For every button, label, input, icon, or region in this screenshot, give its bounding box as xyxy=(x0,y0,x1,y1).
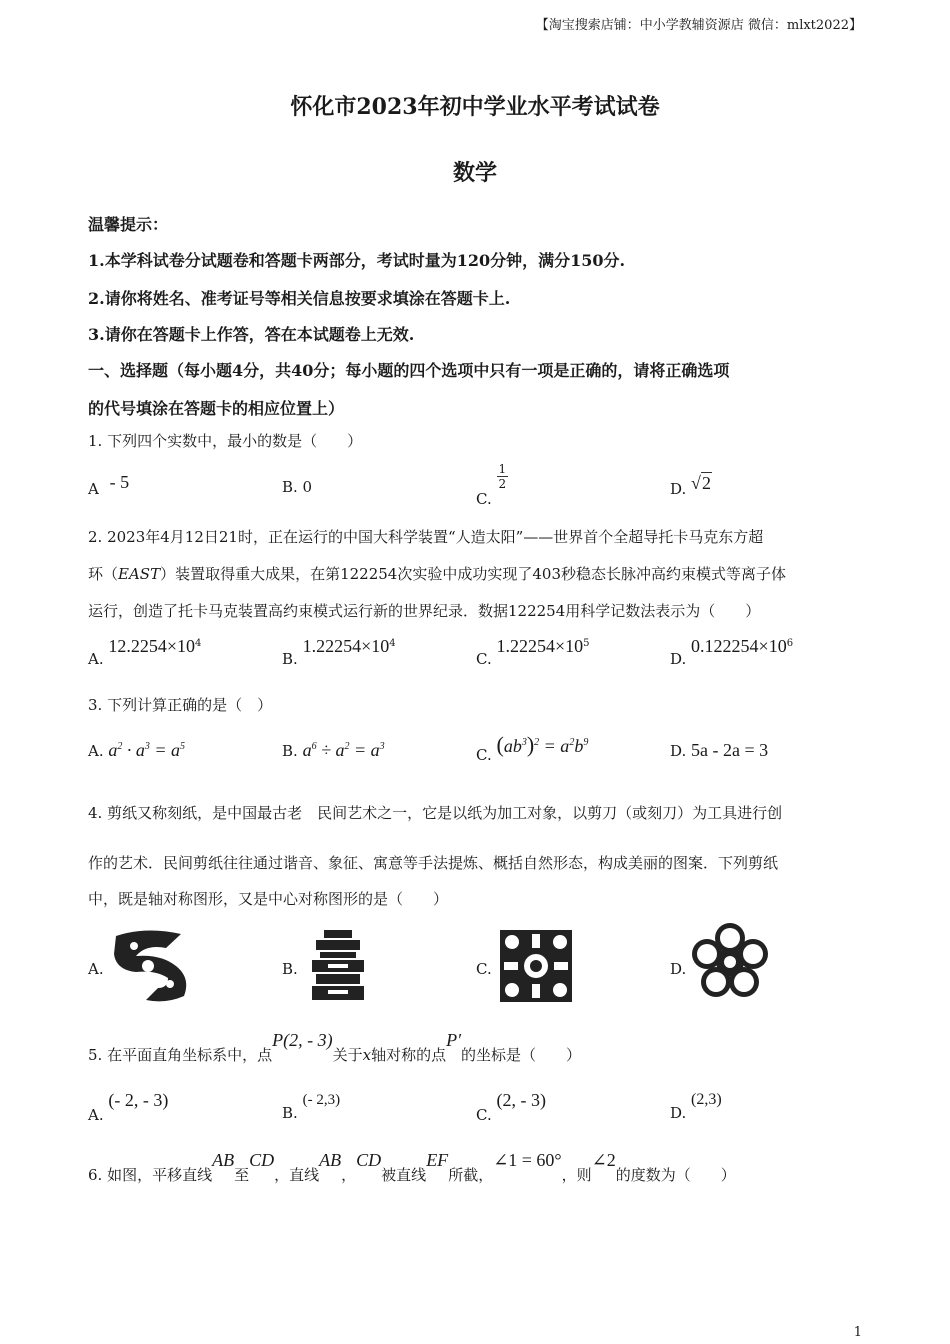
q2-d-label: D. xyxy=(670,650,687,668)
q6-s7: ，则 xyxy=(561,1166,592,1184)
q3-stem: 3. 下列计算正确的是（ ） xyxy=(88,696,273,714)
q2-c-exp: 5 xyxy=(583,638,590,649)
q3-option-d xyxy=(670,740,768,761)
tip-item-1: 1.本学科试卷分试题卷和答题卡两部分，考试时量为120分钟，满分150分. xyxy=(88,251,626,270)
papercut-five-petal-flower-image xyxy=(690,922,770,1002)
q2-d-exp: 6 xyxy=(786,638,794,649)
q6-s2: 至 xyxy=(234,1166,250,1184)
q5-d-label: D. xyxy=(670,1104,687,1122)
q5-d-value: (2,3) xyxy=(691,1091,722,1108)
q2-line1: 2. 2023年4月12日21时，正在运行的中国大科学装置“人造太阳”——世界首个全超导托卡马克东方超 xyxy=(88,528,764,546)
q5-b-label: B. xyxy=(282,1104,298,1122)
q3-d-label: D. xyxy=(670,742,687,760)
tip-item-3: 3.请你在答题卡上作答，答在本试题卷上无效. xyxy=(88,325,415,344)
q4-line1: 4. 剪纸又称刻纸，是中国最古老 民间艺术之一，它是以纸为加工对象，以剪刀（或刻刀）为工具进行创 xyxy=(88,804,783,822)
q2-line2-c: ）装置取得重大成果，在第122254次实验中成功实现了403秒稳态长脉冲高约束模式等离子体 xyxy=(160,565,786,583)
q5-axis: x xyxy=(362,1046,372,1064)
q4-option-a-label: A. xyxy=(88,960,104,978)
q4-line3: 中，既是轴对称图形，又是中心对称图形的是（ ） xyxy=(88,890,449,908)
q3-b-expr: $a^6 \div a^2 = a^3$ xyxy=(302,740,385,760)
header-note: 【淘宝搜索店铺：中小学教辅资源店 微信：mlxt2022】 xyxy=(535,18,862,33)
q6-angle1: ∠1 = 60° xyxy=(493,1150,562,1170)
tip-item-2: 2.请你将姓名、准考证号等相关信息按要求填涂在答题卡上. xyxy=(88,289,511,308)
q3-d-expr: 5a - 2a = 3 xyxy=(691,740,769,760)
papercut-vase-image xyxy=(298,926,378,1006)
q1-c-denominator: 2 xyxy=(498,477,507,491)
q3-a-expr: $a^2 \cdot a^3 = a^5$ xyxy=(108,740,186,760)
q5-c-value: (2, - 3) xyxy=(496,1090,546,1110)
q2-a-base: 12.2254×10 xyxy=(108,636,196,656)
exam-subject: 数学 xyxy=(452,160,497,186)
q2-option-c xyxy=(476,636,590,668)
q6-cd2: CD xyxy=(356,1150,382,1170)
section-heading-line1: 一、选择题（每小题4分，共40分；每小题的四个选项中只有一项是正确的，请将正确选项 xyxy=(88,361,730,380)
q2-a-label: A. xyxy=(88,650,104,668)
q1-option-b: B. 0 xyxy=(282,478,313,496)
q4-option-b-label: B. xyxy=(282,960,298,978)
q2-line2-a: 环（ xyxy=(88,565,119,583)
q5-stem-c: 轴对称的点 xyxy=(371,1046,447,1064)
q5-stem-a: 5. 在平面直角坐标系中，点 xyxy=(88,1046,273,1064)
q2-a-exp: 4 xyxy=(195,638,202,649)
q5-b-value: (- 2,3) xyxy=(302,1092,341,1108)
q2-option-d xyxy=(670,636,794,668)
q6-angle2: ∠2 xyxy=(591,1150,616,1170)
q5-stem-d: 的坐标是（ ） xyxy=(461,1046,582,1064)
q5-a-label: A. xyxy=(88,1106,104,1124)
exam-title: 怀化市2023年初中学业水平考试试卷 xyxy=(290,94,660,120)
q3-a-label: A. xyxy=(88,742,104,760)
q6-s5: 被直线 xyxy=(381,1166,427,1184)
q1-option-c xyxy=(476,462,508,508)
q6-cd: CD xyxy=(249,1150,275,1170)
q2-d-base: 0.122254×10 xyxy=(691,636,787,656)
q1-a-label: A xyxy=(88,480,99,498)
q5-option-b xyxy=(282,1090,341,1122)
q1-option-a xyxy=(88,472,130,499)
q6-ef: EF xyxy=(426,1150,449,1170)
q1-d-value: 2 xyxy=(701,473,711,493)
q6-s6: 所截， xyxy=(448,1166,494,1184)
q2-b-label: B. xyxy=(282,650,298,668)
q2-c-label: C. xyxy=(476,650,492,668)
tips-heading: 温馨提示： xyxy=(88,215,169,234)
q1-stem: 1. 下列四个实数中，最小的数是（ ） xyxy=(88,432,363,450)
q2-option-b xyxy=(282,636,396,668)
q2-option-a xyxy=(88,636,202,668)
q4-option-c-label: C. xyxy=(476,960,492,978)
q1-c-label: C. xyxy=(476,490,492,508)
page-number: 1 xyxy=(853,1325,862,1340)
papercut-square-flower-image xyxy=(494,924,578,1008)
q3-option-b xyxy=(282,740,385,761)
q4-line2: 作的艺术．民间剪纸往往通过谐音、象征、寓意等手法提炼、概括自然形态，构成美丽的图案．下列剪纸 xyxy=(88,854,779,872)
q2-b-base: 1.22254×10 xyxy=(302,636,390,656)
q6-s4: ， xyxy=(341,1166,357,1184)
q2-line2 xyxy=(88,563,786,584)
q4-option-d-label: D. xyxy=(670,960,687,978)
q1-c-fraction xyxy=(497,462,509,491)
q5-option-c xyxy=(476,1090,546,1124)
q5-c-label: C. xyxy=(476,1106,492,1124)
q5-point: P(2, - 3) xyxy=(272,1030,333,1050)
q5-option-a xyxy=(88,1090,169,1124)
q5-stem-b: 关于 xyxy=(332,1046,363,1064)
q1-a-value: - 5 xyxy=(109,472,130,492)
q5-option-d xyxy=(670,1090,722,1122)
papercut-dragon-image xyxy=(106,926,196,1006)
q2-line3: 运行，创造了托卡马克装置高约束模式运行新的世界纪录．数据122254用科学记数法表示为（ ） xyxy=(88,602,761,620)
q3-option-c xyxy=(476,732,589,764)
q6-s3: ，直线 xyxy=(274,1166,320,1184)
q5-a-value: (- 2, - 3) xyxy=(108,1090,169,1110)
q6-stem xyxy=(88,1150,736,1184)
q2-c-base: 1.22254×10 xyxy=(496,636,584,656)
q6-ab2: AB xyxy=(319,1150,342,1170)
q5-stem xyxy=(88,1030,582,1064)
q5-point2: P′ xyxy=(446,1030,462,1050)
q3-c-label: C. xyxy=(476,746,492,764)
q3-option-a xyxy=(88,740,185,761)
q1-option-d xyxy=(670,473,712,499)
sqrt-icon: √2 xyxy=(691,473,711,493)
q1-c-numerator: 1 xyxy=(498,462,507,476)
q1-d-label: D. xyxy=(670,480,687,498)
q2-b-exp: 4 xyxy=(389,638,396,649)
q2-line2-b: EAST xyxy=(118,565,161,583)
q3-b-label: B. xyxy=(282,742,298,760)
q6-s1: 6. 如图，平移直线 xyxy=(88,1166,213,1184)
section-heading-line2: 的代号填涂在答题卡的相应位置上） xyxy=(88,399,345,418)
q6-ab: AB xyxy=(212,1150,235,1170)
q3-c-expr: $(ab^3)^2 = a^2b^9$ xyxy=(496,732,589,757)
q6-s8: 的度数为（ ） xyxy=(615,1166,736,1184)
